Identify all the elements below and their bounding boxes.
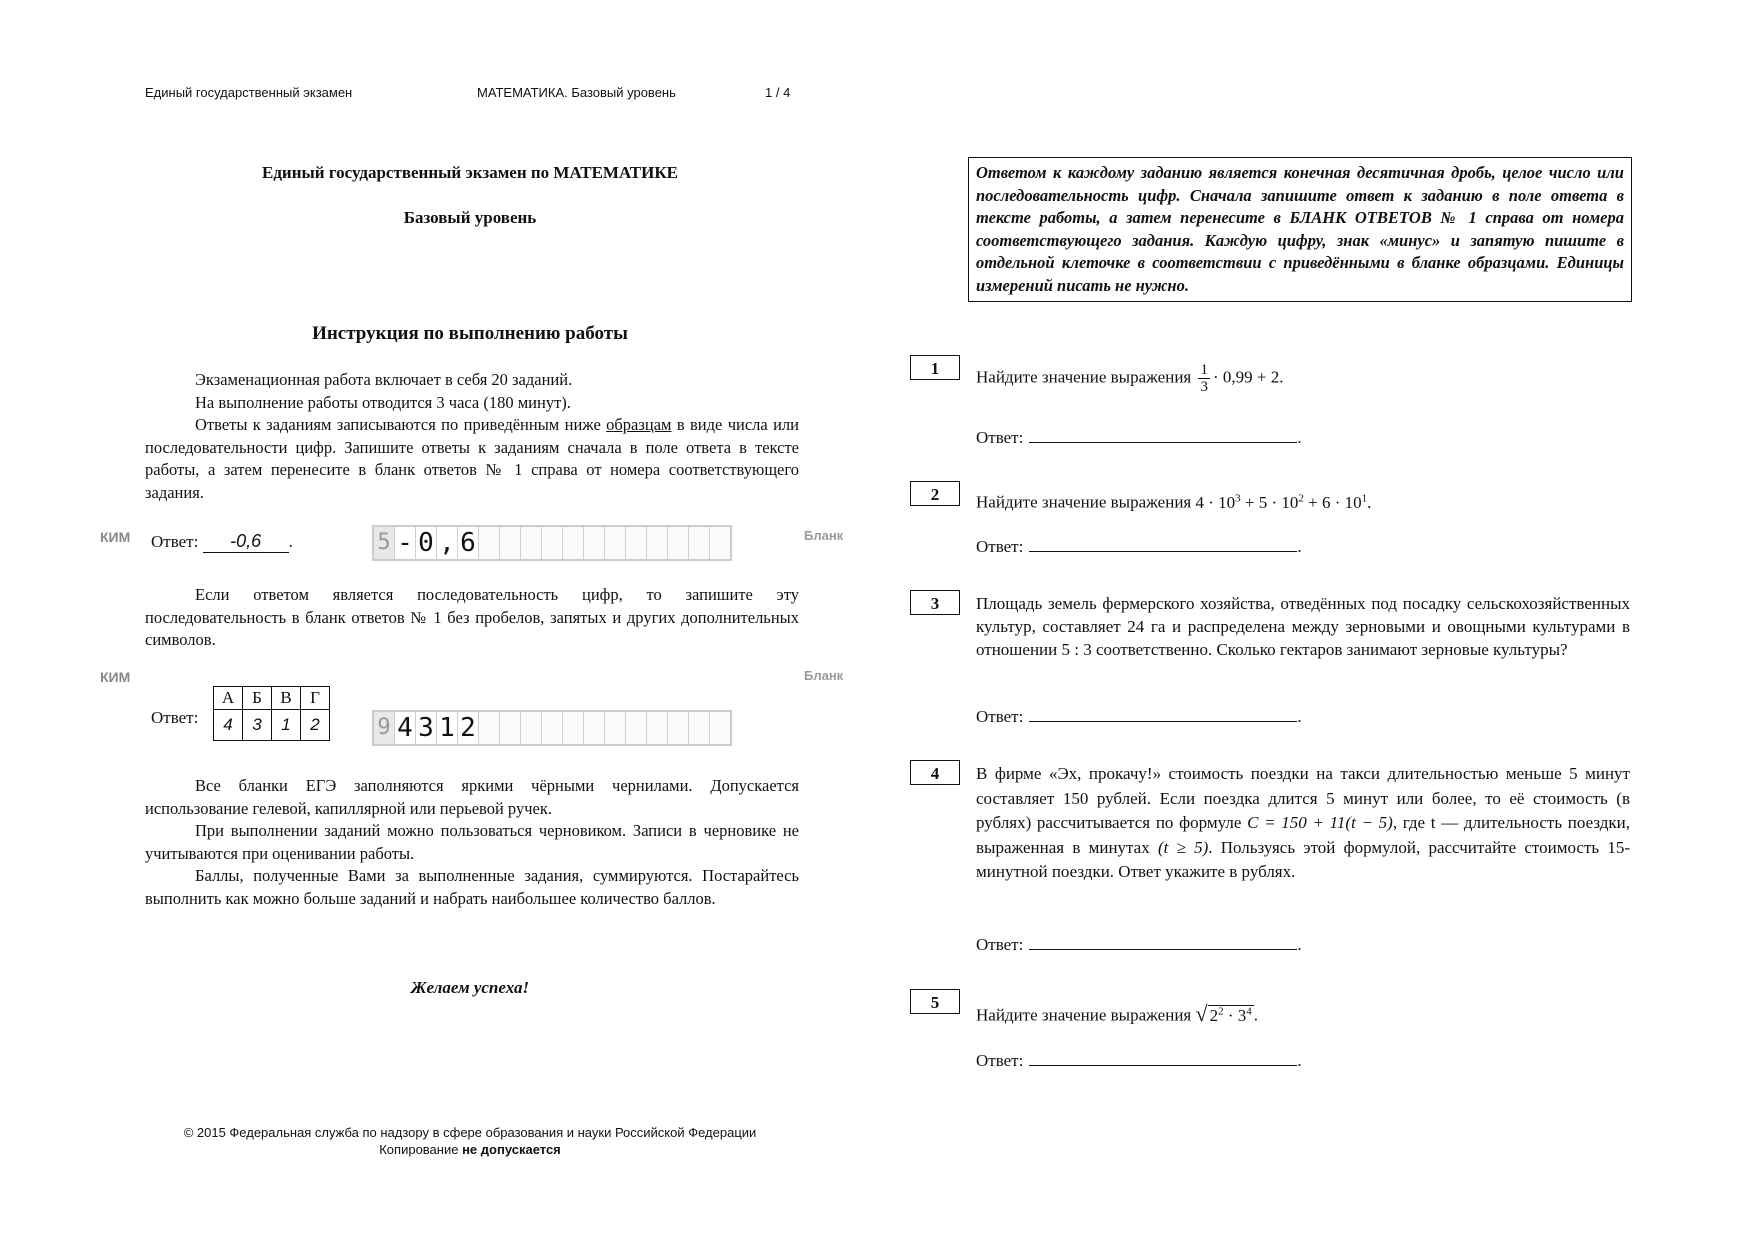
grid-cell: [584, 712, 605, 744]
answer-blank-grid-1: [372, 525, 732, 561]
term: 4 · 10: [1195, 492, 1236, 512]
level-title: Базовый уровень: [403, 208, 537, 227]
grid-cell: [500, 712, 521, 744]
table-cell: 2: [301, 710, 330, 741]
fraction: [1198, 362, 1210, 395]
task-3-answer: Ответ: .: [976, 707, 1302, 726]
radical-sign: √: [1195, 1000, 1208, 1026]
fraction-numerator: 1: [1200, 362, 1208, 378]
answer-line: [1029, 428, 1297, 443]
square-root: [1195, 1000, 1253, 1026]
answer-line: [1029, 537, 1297, 552]
rules-text: [145, 775, 799, 910]
rules-p2: При выполнении заданий можно пользоваться черновиком. Записи в черновике не учитываются при оценивании работы.: [145, 821, 799, 863]
grid-cell: 4: [395, 712, 416, 744]
footer-copying-bold: не допускается: [462, 1142, 561, 1157]
task-4-part-b: , где t — длительность поездки, выраженная в минутах: [976, 813, 1630, 857]
grid-cell: [500, 527, 521, 559]
grid-cell: [710, 527, 730, 559]
task-4-condition: (t ≥ 5): [1157, 837, 1209, 857]
task-2-expression: [1195, 493, 1371, 512]
kim-label-1: КИМ: [100, 529, 131, 545]
blank-label-2: Бланк: [804, 668, 844, 683]
task-2-prompt: Найдите значение выражения: [976, 492, 1192, 512]
grid-cell: [479, 712, 500, 744]
grid-cell: 6: [458, 527, 479, 559]
term: + 6 · 10: [1303, 492, 1362, 512]
good-luck: Желаем успеха!: [410, 978, 530, 997]
task-1-text: [976, 362, 1630, 395]
rules-p1: Все бланки ЕГЭ заполняются яркими чёрными чернилами. Допускается использование гелевой, капиллярной или перьевой ручек.: [145, 776, 799, 818]
period: .: [1253, 1005, 1258, 1025]
task-number: 5: [910, 989, 960, 1014]
page-number: 1 / 4: [765, 85, 791, 100]
example1-answer: Ответ: -0,6 .: [151, 531, 293, 551]
base: · 3: [1223, 1005, 1247, 1025]
exam-title: Единый государственный экзамен по МАТЕМАТИКЕ: [261, 163, 678, 182]
answer-label: Ответ:: [976, 428, 1024, 447]
answer-label: Ответ:: [976, 1051, 1024, 1070]
intro-p3-start: Ответы к заданиям записываются по приведённым ниже: [195, 415, 607, 434]
exponent: 1: [1361, 492, 1368, 504]
sequence-text: Если ответом является последовательность цифр, то запишите эту последовательность в бланк ответов № 1 без пробелов, запятых и других дополнительных символов.: [145, 585, 799, 649]
header-left: Единый государственный экзамен: [145, 85, 353, 100]
task-4-text: [976, 762, 1630, 885]
grid-cell: -: [395, 527, 416, 559]
grid-cell: [542, 527, 563, 559]
task-number: 2: [910, 481, 960, 506]
task-1-prompt: Найдите значение выражения: [976, 367, 1192, 387]
footer-copying: [140, 1142, 800, 1157]
exponent: 2: [1298, 492, 1304, 504]
grid-cell: [521, 527, 542, 559]
table-header: Б: [243, 687, 272, 710]
grid-cell: [647, 712, 668, 744]
grid-cell: [626, 712, 647, 744]
grid-cell: [605, 527, 626, 559]
example1-handwritten-answer: -0,6: [203, 531, 289, 553]
task-number: 4: [910, 760, 960, 785]
answer-label: Ответ:: [976, 935, 1024, 954]
task-4-part-a: В фирме «Эх, прокачу!» стоимость поездки на такси длительностью меньше 5 минут составляет 150 рублей. Если поездка длится 5 минут или более, то её стоимость (в рублях) рассчитывается по формуле: [976, 764, 1630, 832]
grid-cell: 3: [416, 712, 437, 744]
grid-cell: [626, 527, 647, 559]
task-4-part-c: . Пользуясь этой формулой, рассчитайте стоимость 15-минутной поездки. Ответ укажите в рублях.: [976, 837, 1630, 881]
answer-line: [1029, 1051, 1297, 1066]
task-1-expression: · 0,99 + 2.: [1212, 367, 1284, 387]
example1-answer-label: Ответ:: [151, 532, 199, 551]
radicand: [1208, 1005, 1254, 1025]
grid-cell: [689, 527, 710, 559]
header-center: МАТЕМАТИКА. Базовый уровень: [477, 85, 676, 100]
task-5-answer: Ответ: .: [976, 1051, 1302, 1070]
grid-cell: [647, 527, 668, 559]
intro-text: [145, 369, 799, 504]
exponent: 2: [1218, 1005, 1224, 1017]
grid-cell: 0: [416, 527, 437, 559]
example2-answer-label: Ответ:: [151, 708, 199, 727]
base: 2: [1209, 1005, 1219, 1025]
kim-label-2: КИМ: [100, 669, 131, 685]
grid-cell: [668, 712, 689, 744]
task-5-text: [976, 1000, 1630, 1027]
task-number: 1: [910, 355, 960, 380]
grid-cell: [710, 712, 730, 744]
task-1-answer: Ответ: .: [976, 428, 1302, 447]
grid-row-number: 5: [374, 527, 395, 559]
answer-line: [1029, 707, 1297, 722]
exponent: 3: [1235, 492, 1241, 504]
intro-p3-end: в виде числа или последовательности цифр. Запишите ответы к заданиям сначала в поле ответа в тексте работы, а затем перенесите в бланк ответов № 1 справа от номера соответствующего задания.: [145, 415, 799, 502]
rules-p3: Баллы, полученные Вами за выполненные задания, суммируются. Постарайтесь выполнить как можно больше заданий и набрать наибольшее количество баллов.: [145, 866, 799, 908]
task-4-answer: Ответ: .: [976, 935, 1302, 954]
samples-link: образцам: [606, 415, 672, 434]
exponent: 4: [1246, 1005, 1252, 1017]
blank-label-1: Бланк: [804, 528, 844, 543]
task-2-text: [976, 487, 1630, 514]
task-number: 3: [910, 590, 960, 615]
grid-cell: 1: [437, 712, 458, 744]
task-4-formula: C = 150 + 11(t − 5): [1247, 813, 1393, 832]
intro-p1: Экзаменационная работа включает в себя 20 заданий.: [195, 370, 573, 389]
intro-p2: На выполнение работы отводится 3 часа (180 минут).: [195, 392, 571, 412]
term: .: [1367, 492, 1372, 512]
table-header: В: [272, 687, 301, 710]
grid-cell: [563, 527, 584, 559]
example2-answer-table: [213, 686, 330, 741]
intro-p3: [145, 414, 799, 504]
footer-copyright: © 2015 Федеральная служба по надзору в сфере образования и науки Российской Федерации: [183, 1125, 757, 1140]
grid-cell: [605, 712, 626, 744]
grid-cell: [542, 712, 563, 744]
answer-label: Ответ:: [976, 537, 1024, 556]
task-5-prompt: Найдите значение выражения: [976, 1005, 1192, 1025]
grid-row-number: 9: [374, 712, 395, 744]
instructions-title: Инструкция по выполнению работы: [312, 323, 628, 344]
answer-label: Ответ:: [976, 707, 1024, 726]
footer-copying-text: Копирование: [379, 1142, 463, 1157]
grid-cell: [521, 712, 542, 744]
grid-cell: [668, 527, 689, 559]
answer-notice-box: Ответом к каждому заданию является конечная десятичная дробь, целое число или последовательность цифр. Сначала запишите ответ к заданию в поле ответа в тексте работы, а затем перенесите в БЛАНК ОТВЕТОВ № 1 справа от номера соответствующего задания. Каждую цифру, знак «минус» и запятую пишите в отдельной клеточке в соответствии с приведёнными в бланке образцами. Единицы измерений писать не нужно.: [968, 157, 1632, 302]
grid-cell: [584, 527, 605, 559]
table-header: А: [214, 687, 243, 710]
grid-cell: 2: [458, 712, 479, 744]
grid-cell: [689, 712, 710, 744]
table-header: Г: [301, 687, 330, 710]
task-3-text: Площадь земель фермерского хозяйства, отведённых под посадку сельскохозяйственных культур, составляет 24 га и распределена между зерновыми и овощными культурами в отношении 5 : 3 соответственно. Сколько гектаров занимают зерновые культуры?: [976, 594, 1630, 659]
grid-cell: [479, 527, 500, 559]
answer-line: [1029, 935, 1297, 950]
grid-cell: ,: [437, 527, 458, 559]
table-cell: 3: [243, 710, 272, 741]
term: + 5 · 10: [1240, 492, 1299, 512]
fraction-denominator: 3: [1200, 379, 1208, 395]
task-2-answer: Ответ: .: [976, 537, 1302, 556]
table-cell: 4: [214, 710, 243, 741]
answer-blank-grid-2: [372, 710, 732, 746]
grid-cell: [563, 712, 584, 744]
table-cell: 1: [272, 710, 301, 741]
